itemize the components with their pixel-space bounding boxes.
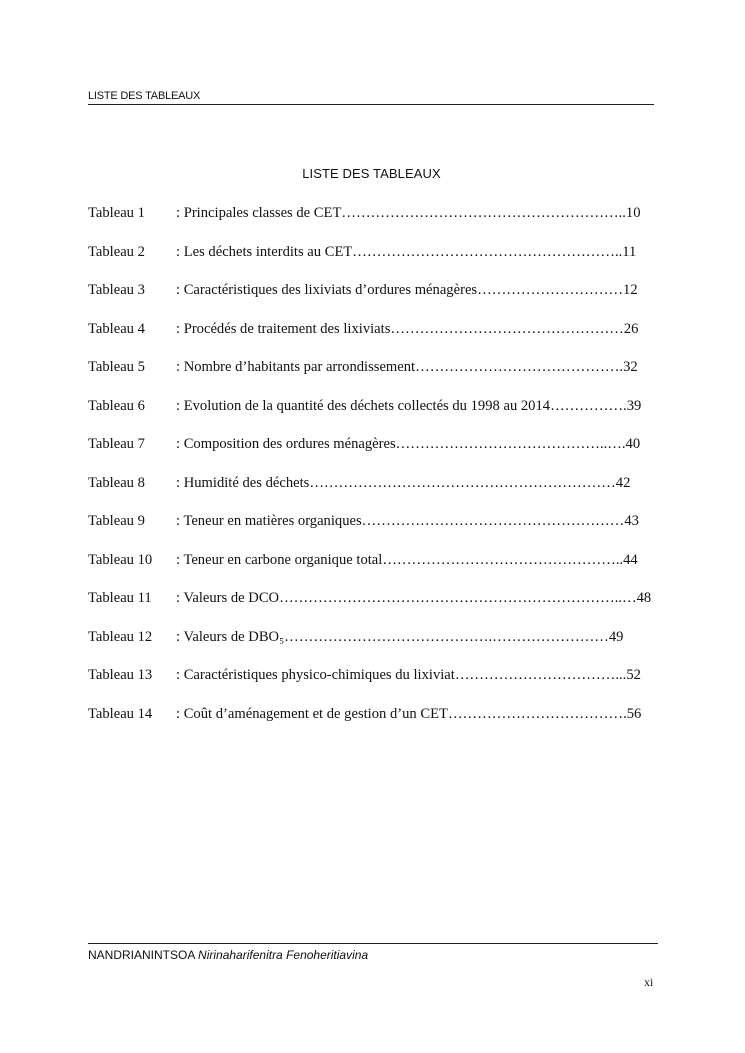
footer-author — [88, 948, 368, 962]
list-item — [88, 280, 656, 300]
table-entry: : Principales classes de CET…………………………………………………..10 — [176, 205, 641, 221]
table-entry: : Valeurs de DBO₅…………………………………….……………………49 — [176, 628, 624, 645]
table-label: Tableau 1 — [88, 205, 145, 221]
table-entry: : Nombre d’habitants par arrondissement…………………………………….32 — [176, 359, 638, 375]
footer-divider — [88, 943, 658, 944]
table-entry: : Humidité des déchets………………………………………………………42 — [176, 474, 631, 491]
list-item — [88, 396, 656, 416]
list-item — [88, 704, 656, 724]
list-item — [88, 473, 656, 493]
table-entry: : Procédés de traitement des lixiviats…………………………………………26 — [176, 320, 639, 337]
table-entry: : Teneur en matières organiques………………………………………………43 — [176, 513, 639, 529]
list-item — [88, 588, 656, 608]
table-label: Tableau 9 — [88, 513, 145, 529]
table-label: Tableau 7 — [88, 436, 145, 452]
table-label: Tableau 8 — [88, 474, 145, 491]
table-label: Tableau 12 — [88, 628, 153, 645]
table-label: Tableau 10 — [88, 551, 153, 568]
table-label: Tableau 4 — [88, 320, 145, 337]
author-last-name: NANDRIANINTSOA — [88, 948, 195, 962]
table-label: Tableau 5 — [88, 359, 145, 375]
table-entry: : Evolution de la quantité des déchets collectés du 1998 au 2014…………….39 — [176, 397, 642, 414]
list-item — [88, 627, 656, 647]
list-item — [88, 665, 656, 685]
list-item — [88, 434, 656, 454]
table-label: Tableau 3 — [88, 282, 145, 298]
table-label: Tableau 14 — [88, 705, 153, 722]
running-header-title: LISTE DES TABLEAUX — [88, 90, 201, 102]
page-number: xi — [644, 975, 654, 989]
list-item — [88, 319, 656, 339]
table-entry: : Coût d’aménagement et de gestion d’un CET……………………………….56 — [176, 705, 642, 722]
author-first-names: Nirinaharifenitra Fenoheritiavina — [198, 948, 369, 962]
table-label: Tableau 6 — [88, 397, 145, 414]
list-item — [88, 203, 656, 223]
list-item — [88, 550, 656, 570]
table-label: Tableau 11 — [88, 590, 152, 606]
table-label: Tableau 13 — [88, 667, 153, 683]
page-title — [0, 166, 745, 181]
table-entry: : Valeurs de DCO……………………………………………………………..…48 — [176, 590, 652, 606]
table-entry: : Composition des ordures ménagères……………………………………..….40 — [176, 436, 641, 452]
table-label: Tableau 2 — [88, 243, 145, 260]
table-entry: : Teneur en carbone organique total…………………………………………..44 — [176, 551, 638, 568]
table-entry: : Caractéristiques des lixiviats d’ordures ménagères…………………………12 — [176, 282, 638, 298]
table-entry: : Caractéristiques physico-chimiques du lixiviat……………………………...52 — [176, 667, 641, 683]
page-title-text: LISTE DES TABLEAUX — [302, 166, 441, 181]
list-item — [88, 357, 656, 377]
list-item — [88, 242, 656, 262]
table-entry: : Les déchets interdits au CET………………………………………………..11 — [176, 243, 637, 260]
list-item — [88, 511, 656, 531]
running-header — [88, 90, 654, 105]
